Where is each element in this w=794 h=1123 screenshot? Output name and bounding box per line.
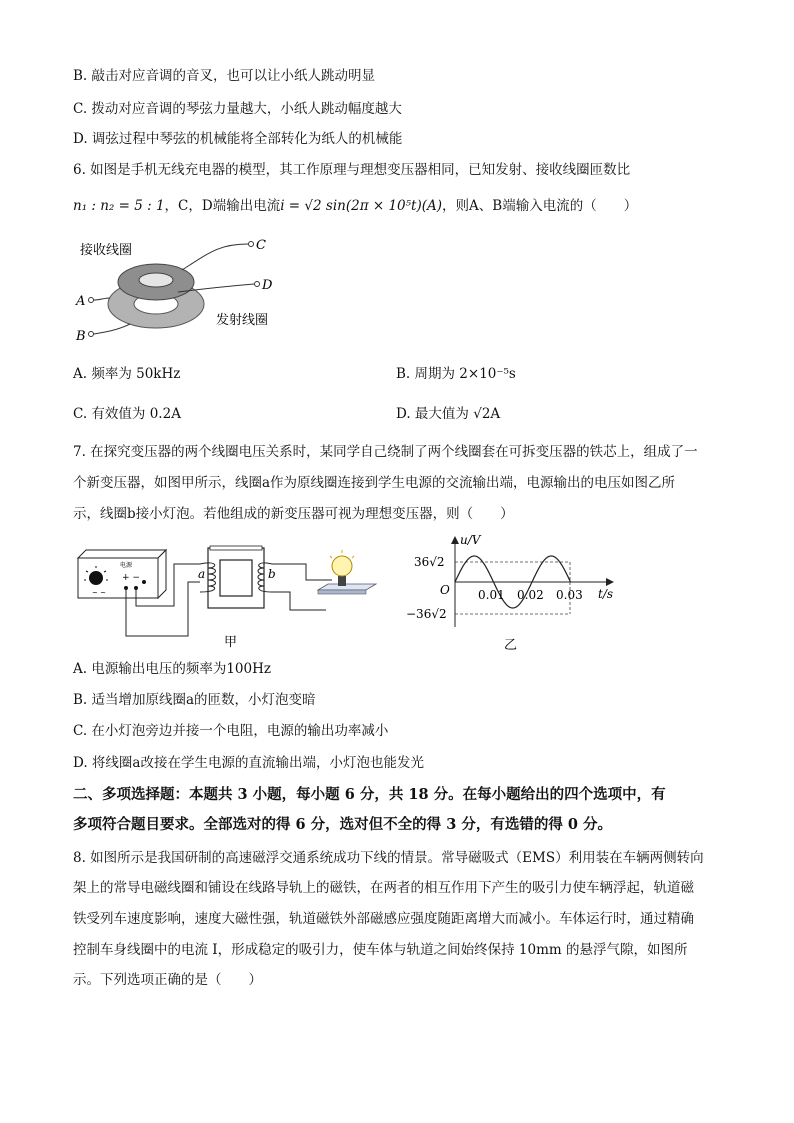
transformer-core <box>208 546 264 608</box>
q7-figure-yi-chart <box>400 532 620 657</box>
q7-option-a: A. 电源输出电压的频率为100Hz <box>73 661 271 677</box>
q7-option-d: D. 将线圈a改接在学生电源的直流输出端，小灯泡也能发光 <box>73 755 424 771</box>
figure-yi-caption: 乙 <box>504 638 518 653</box>
q6-terminal-d: D <box>262 278 273 293</box>
q6-terminal-c: C <box>256 238 266 253</box>
q6-turns-ratio: n₁ : n₂ = 5 : 1 <box>73 198 165 214</box>
q6-terminal-b: B <box>76 329 86 344</box>
q6-label-transmit: 发射线圈 <box>216 313 269 328</box>
q5-option-d: D. 调弦过程中琴弦的机械能将全部转化为纸人的机械能 <box>73 131 403 147</box>
section2-heading-line2: 多项符合题目要求。全部选对的得 6 分，选对但不全的得 3 分，有选错的得 0 分。 <box>73 816 613 833</box>
chart-x-label: t/s <box>598 587 614 601</box>
chart-tick-label-3: 0.03 <box>556 588 583 602</box>
q6-stem-line2 <box>73 196 637 216</box>
q7-stem-line1: 7. 在探究变压器的两个线圈电压关系时，某同学自己绕制了两个线圈套在可拆变压器的铁芯上，组成了一 <box>73 444 698 460</box>
q7-figure-jia <box>70 540 380 652</box>
chart-ymax-label: 36√2 <box>414 555 445 569</box>
q6-option-c: C. 有效值为 0.2A <box>73 406 181 422</box>
q6-stem-end: ，则A、B端输入电流的（ ） <box>442 198 638 214</box>
q7-option-c: C. 在小灯泡旁边并接一个电阻，电源的输出功率减小 <box>73 723 389 739</box>
power-supply-text: 电源 <box>120 562 133 569</box>
q5-option-c: C. 拨动对应音调的琴弦力量越大，小纸人跳动幅度越大 <box>73 101 402 117</box>
section2-heading-line1: 二、多项选择题：本题共 3 小题，每小题 6 分，共 18 分。在每小题给出的四个选项中，有 <box>73 786 666 803</box>
q5-option-b: B. 敲击对应音调的音叉，也可以让小纸人跳动明显 <box>73 68 376 84</box>
q6-option-d: D. 最大值为 √2A <box>396 406 501 422</box>
q6-terminal-a: A <box>76 294 86 309</box>
q6-stem-line1: 6. 如图是手机无线充电器的模型，其工作原理与理想变压器相同，已知发射、接收线圈匝数比 <box>73 162 631 178</box>
q7-stem-line3: 示，线圈b接小灯泡。若他组成的新变压器可视为理想变压器，则（ ） <box>73 506 514 522</box>
figure-jia-caption: 甲 <box>224 635 238 650</box>
svg-text:+ −: + − <box>122 573 140 583</box>
chart-origin-label: O <box>440 583 450 597</box>
q6-stem-mid: ，C，D端输出电流 <box>164 198 281 214</box>
q6-option-a: A. 频率为 50kHz <box>73 366 181 382</box>
coil-a-label: a <box>198 567 206 581</box>
q6-option-b: B. 周期为 2×10⁻⁵s <box>396 366 516 382</box>
svg-text:~ ~: ~ ~ <box>92 589 106 597</box>
lamp <box>318 550 376 594</box>
coil-b-label: b <box>268 567 276 581</box>
chart-tick-label-1: 0.01 <box>478 588 505 602</box>
q8-line1: 8. 如图所示是我国研制的高速磁浮交通系统成功下线的情景。常导磁吸式（EMS）利用装在车辆两侧转向 <box>73 850 704 866</box>
q7-stem-line2: 个新变压器，如图甲所示，线圈a作为原线圈连接到学生电源的交流输出端，电源输出的电压如图乙所 <box>73 475 676 491</box>
chart-tick-label-2: 0.02 <box>517 588 544 602</box>
q8-line4: 控制车身线圈中的电流 I，形成稳定的吸引力，使车体与轨道之间始终保持 10mm 的悬浮气隙，如图所 <box>73 942 688 958</box>
q8-line3: 铁受列车速度影响，速度大磁性强，轨道磁铁外部磁感应强度随距离增大而减小。车体运行时，通过精确 <box>73 911 694 927</box>
power-supply <box>78 550 166 598</box>
chart-y-label: u/V <box>460 533 481 547</box>
q6-current-formula: i = √2 sin(2π × 10⁵t)(A) <box>280 198 443 214</box>
chart-ymin-label: −36√2 <box>406 607 447 621</box>
q6-label-receive: 接收线圈 <box>80 243 133 258</box>
q7-option-b: B. 适当增加原线圈a的匝数，小灯泡变暗 <box>73 692 316 708</box>
q8-line5: 示。下列选项正确的是（ ） <box>73 972 262 988</box>
q6-coil-figure <box>70 232 290 347</box>
q8-line2: 架上的常导电磁线圈和铺设在线路导轨上的磁铁，在两者的相互作用下产生的吸引力使车辆浮起，轨道磁 <box>73 880 694 896</box>
